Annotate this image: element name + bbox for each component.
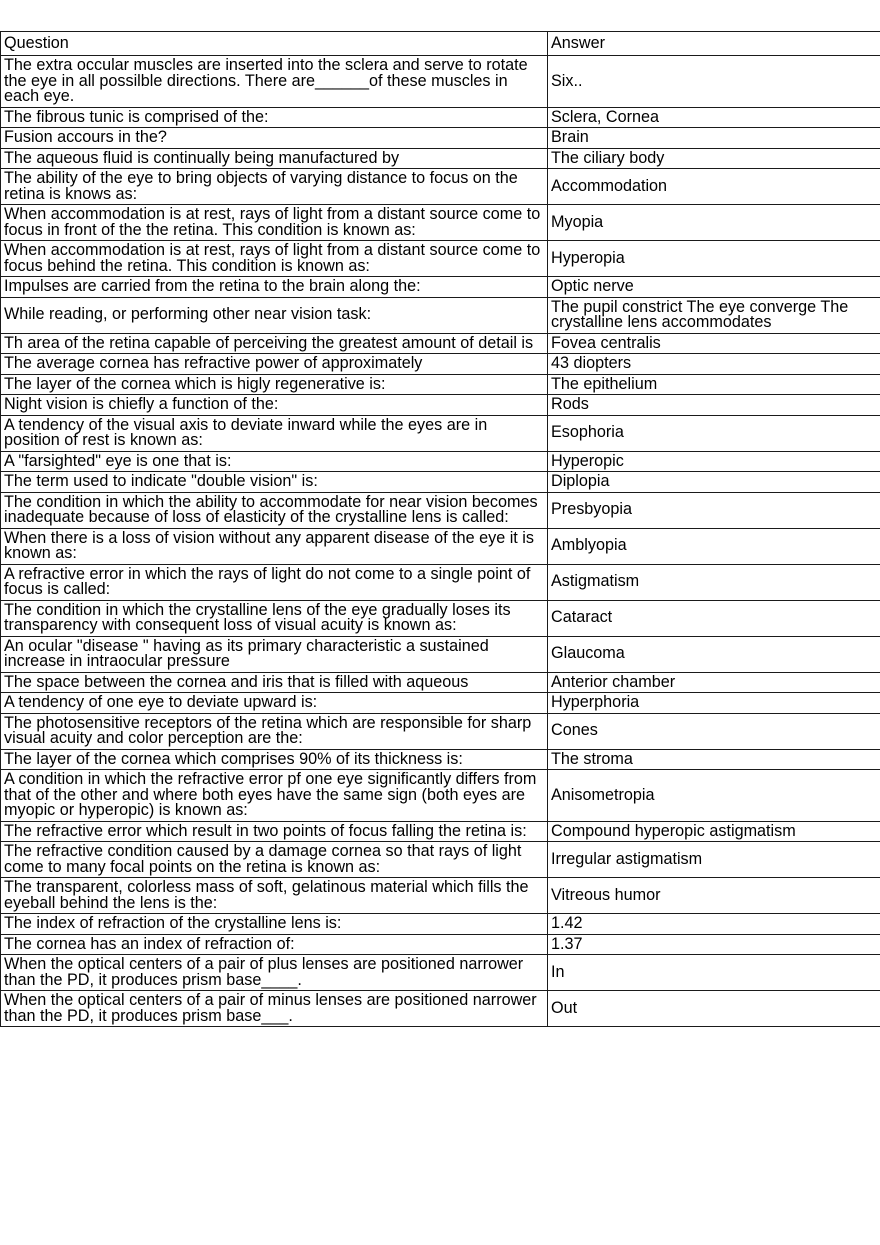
answer-cell: 43 diopters — [548, 354, 880, 375]
answer-cell: Out — [548, 991, 880, 1027]
header-row — [1, 32, 880, 56]
question-cell: When there is a loss of vision without any apparent disease of the eye it is known as: — [1, 528, 548, 564]
table-row — [1, 821, 880, 842]
answer-cell: The ciliary body — [548, 148, 880, 169]
table-row — [1, 564, 880, 600]
table-row — [1, 955, 880, 991]
answer-cell: Brain — [548, 128, 880, 149]
answer-cell: The stroma — [548, 749, 880, 770]
table-row — [1, 241, 880, 277]
answer-cell: Irregular astigmatism — [548, 842, 880, 878]
answer-cell: Accommodation — [548, 169, 880, 205]
table-row — [1, 451, 880, 472]
question-cell: The ability of the eye to bring objects of varying distance to focus on the retina is knows as: — [1, 169, 548, 205]
answer-cell: Cataract — [548, 600, 880, 636]
table-row — [1, 934, 880, 955]
question-cell: The condition in which the crystalline lens of the eye gradually loses its transparency with consequent loss of visual acuity is known as: — [1, 600, 548, 636]
question-cell: When accommodation is at rest, rays of light from a distant source come to focus behind the retina. This condition is known as: — [1, 241, 548, 277]
question-cell: A tendency of one eye to deviate upward is: — [1, 693, 548, 714]
answer-cell: Diplopia — [548, 472, 880, 493]
qa-table-body — [1, 32, 880, 1027]
table-row — [1, 991, 880, 1027]
table-row — [1, 169, 880, 205]
table-row — [1, 395, 880, 416]
question-cell: The cornea has an index of refraction of: — [1, 934, 548, 955]
question-cell: A "farsighted" eye is one that is: — [1, 451, 548, 472]
table-row — [1, 374, 880, 395]
answer-cell: Anterior chamber — [548, 672, 880, 693]
table-row — [1, 528, 880, 564]
answer-cell: 1.42 — [548, 914, 880, 935]
table-row — [1, 600, 880, 636]
table-row — [1, 148, 880, 169]
answer-cell: Optic nerve — [548, 277, 880, 298]
table-row — [1, 713, 880, 749]
question-cell: The photosensitive receptors of the retina which are responsible for sharp visual acuity and color perception are the: — [1, 713, 548, 749]
question-cell: Th area of the retina capable of perceiving the greatest amount of detail is — [1, 333, 548, 354]
answer-cell: Amblyopia — [548, 528, 880, 564]
answer-cell: Astigmatism — [548, 564, 880, 600]
question-cell: The aqueous fluid is continually being manufactured by — [1, 148, 548, 169]
table-row — [1, 205, 880, 241]
answer-cell: Rods — [548, 395, 880, 416]
answer-cell: Hyperopic — [548, 451, 880, 472]
answer-cell: Cones — [548, 713, 880, 749]
question-cell: A tendency of the visual axis to deviate inward while the eyes are in position of rest is known as: — [1, 415, 548, 451]
question-cell: An ocular "disease " having as its primary characteristic a sustained increase in intraocular pressure — [1, 636, 548, 672]
table-row — [1, 277, 880, 298]
table-row — [1, 749, 880, 770]
answer-cell: Vitreous humor — [548, 878, 880, 914]
answer-cell: Compound hyperopic astigmatism — [548, 821, 880, 842]
question-cell: The layer of the cornea which is higly regenerative is: — [1, 374, 548, 395]
answer-cell: Six.. — [548, 56, 880, 108]
question-header: Question — [1, 32, 548, 56]
table-row — [1, 842, 880, 878]
table-row — [1, 636, 880, 672]
question-cell: The extra occular muscles are inserted into the sclera and serve to rotate the eye in all possilble directions. There are______of these muscles in each eye. — [1, 56, 548, 108]
question-cell: When the optical centers of a pair of minus lenses are positioned narrower than the PD, it produces prism base___. — [1, 991, 548, 1027]
question-cell: A refractive error in which the rays of light do not come to a single point of focus is called: — [1, 564, 548, 600]
table-row — [1, 878, 880, 914]
question-cell: The layer of the cornea which comprises 90% of its thickness is: — [1, 749, 548, 770]
answer-cell: Sclera, Cornea — [548, 107, 880, 128]
question-cell: Impulses are carried from the retina to the brain along the: — [1, 277, 548, 298]
table-row — [1, 693, 880, 714]
table-row — [1, 672, 880, 693]
question-cell: Fusion accours in the? — [1, 128, 548, 149]
table-row — [1, 56, 880, 108]
question-cell: A condition in which the refractive error pf one eye significantly differs from that of the other and where both eyes have the same sign (both eyes are myopic or hyperopic) is known as: — [1, 770, 548, 822]
table-row — [1, 492, 880, 528]
answer-cell: Fovea centralis — [548, 333, 880, 354]
answer-header: Answer — [548, 32, 880, 56]
table-row — [1, 472, 880, 493]
table-row — [1, 415, 880, 451]
answer-cell: Hyperopia — [548, 241, 880, 277]
table-row — [1, 914, 880, 935]
answer-cell: Esophoria — [548, 415, 880, 451]
table-row — [1, 770, 880, 822]
question-cell: The transparent, colorless mass of soft, gelatinous material which fills the eyeball behind the lens is the: — [1, 878, 548, 914]
table-row — [1, 107, 880, 128]
question-cell: The refractive condition caused by a damage cornea so that rays of light come to many focal points on the retina is known as: — [1, 842, 548, 878]
question-cell: The condition in which the ability to accommodate for near vision becomes inadequate because of loss of elasticity of the crystalline lens is called: — [1, 492, 548, 528]
question-cell: The index of refraction of the crystalline lens is: — [1, 914, 548, 935]
table-row — [1, 333, 880, 354]
question-cell: When the optical centers of a pair of plus lenses are positioned narrower than the PD, it produces prism base____. — [1, 955, 548, 991]
answer-cell: Anisometropia — [548, 770, 880, 822]
table-row — [1, 354, 880, 375]
table-row — [1, 297, 880, 333]
question-cell: When accommodation is at rest, rays of light from a distant source come to focus in front of the the retina. This condition is known as: — [1, 205, 548, 241]
qa-table — [0, 31, 880, 1027]
question-cell: The term used to indicate "double vision" is: — [1, 472, 548, 493]
table-row — [1, 128, 880, 149]
question-cell: Night vision is chiefly a function of the: — [1, 395, 548, 416]
answer-cell: Myopia — [548, 205, 880, 241]
question-cell: The refractive error which result in two points of focus falling the retina is: — [1, 821, 548, 842]
answer-cell: The pupil constrict The eye converge The crystalline lens accommodates — [548, 297, 880, 333]
answer-cell: 1.37 — [548, 934, 880, 955]
question-cell: The space between the cornea and iris that is filled with aqueous — [1, 672, 548, 693]
question-cell: The average cornea has refractive power of approximately — [1, 354, 548, 375]
question-cell: The fibrous tunic is comprised of the: — [1, 107, 548, 128]
answer-cell: Hyperphoria — [548, 693, 880, 714]
answer-cell: Glaucoma — [548, 636, 880, 672]
answer-cell: Presbyopia — [548, 492, 880, 528]
answer-cell: The epithelium — [548, 374, 880, 395]
answer-cell: In — [548, 955, 880, 991]
question-cell: While reading, or performing other near vision task: — [1, 297, 548, 333]
